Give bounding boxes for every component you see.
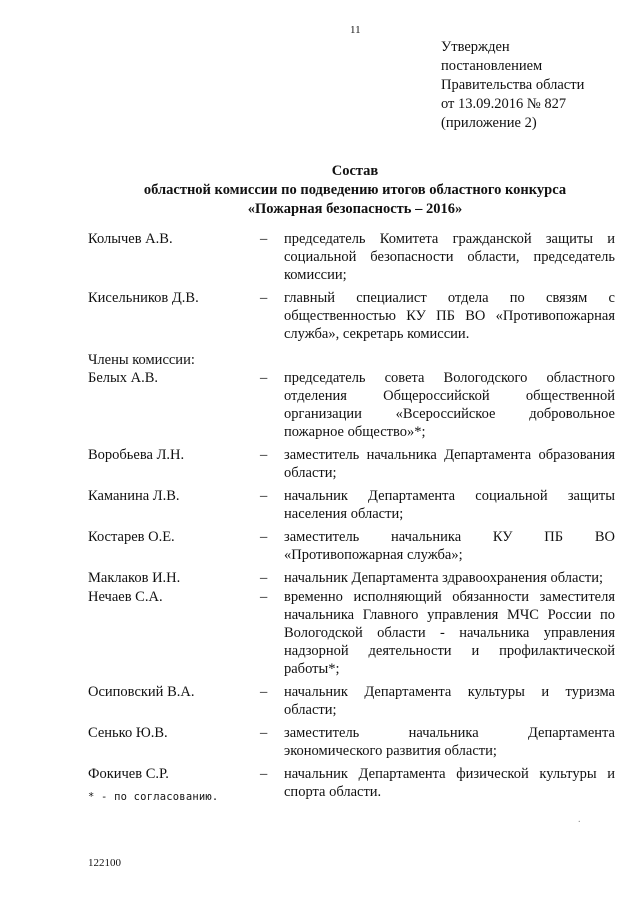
member-role: председатель Комитета гражданской защиты и социальной безопасности области, председатель комиссии; (284, 231, 615, 283)
footnote: * - по согласованию. (88, 791, 219, 803)
list-item (88, 230, 615, 284)
member-role: главный специалист отдела по связям с общественностью КУ ПБ ВО «Противопожарная служба», секретарь комиссии. (284, 290, 615, 342)
member-name: Сенько Ю.В. (88, 725, 168, 741)
page-number: 11 (350, 24, 361, 36)
member-name: Воробьева Л.Н. (88, 447, 185, 463)
member-name: Каманина Л.В. (88, 488, 180, 504)
corner-mark: . (578, 814, 581, 825)
dash: – (260, 529, 268, 545)
dash: – (260, 725, 268, 741)
member-name: Колычев А.В. (88, 231, 173, 247)
dash: – (260, 290, 268, 306)
list-item (88, 588, 615, 678)
list-item (88, 528, 615, 564)
commission-list (88, 230, 615, 806)
member-role: начальник Департамента культуры и туризма области; (284, 684, 615, 718)
dash: – (260, 231, 268, 247)
member-role: заместитель начальника Департамента образования области; (284, 447, 615, 481)
member-name: Костарев О.Е. (88, 529, 175, 545)
approval-line: Правительства области (441, 77, 585, 93)
list-item (88, 487, 615, 523)
title-line: «Пожарная безопасность – 2016» (247, 201, 463, 217)
member-name: Белых А.В. (88, 370, 159, 386)
member-role: председатель совета Вологодского областного отделения Общероссийской общественной организации «Всероссийское добровольное пожарное общество»*; (284, 370, 615, 440)
dash: – (260, 589, 268, 605)
member-role: начальник Департамента здравоохранения области; (284, 570, 604, 586)
member-name: Кисельников Д.В. (88, 290, 199, 306)
title-line: Состав (331, 163, 379, 179)
members-label: Члены комиссии: (88, 352, 195, 368)
document-title (60, 162, 640, 219)
approval-line: постановлением (441, 58, 543, 74)
approval-line: (приложение 2) (441, 115, 537, 131)
title-line: областной комиссии по подведению итогов областного конкурса (143, 182, 567, 198)
approval-line: от 13.09.2016 № 827 (441, 96, 567, 112)
dash: – (260, 447, 268, 463)
approval-stamp (441, 38, 584, 133)
member-name: Маклаков И.Н. (88, 570, 181, 586)
member-role: временно исполняющий обязанности заместителя начальника Главного управления МЧС России по Вологодской области - начальника управления надзорной деятельности и профилактической работы*; (284, 589, 615, 677)
dash: – (260, 684, 268, 700)
member-name: Фокичев С.Р. (88, 766, 169, 782)
member-role: начальник Департамента социальной защиты населения области; (284, 488, 615, 522)
dash: – (260, 570, 268, 586)
list-item (88, 289, 615, 343)
dash: – (260, 488, 268, 504)
approval-line: Утвержден (441, 39, 510, 55)
member-role: заместитель начальника КУ ПБ ВО «Противопожарная служба»; (284, 529, 615, 563)
member-role: заместитель начальника Департамента экономического развития области; (284, 725, 615, 759)
list-item (88, 569, 615, 587)
member-name: Нечаев С.А. (88, 589, 163, 605)
member-name: Осиповский В.А. (88, 684, 195, 700)
list-item (88, 724, 615, 760)
list-item (88, 683, 615, 719)
dash: – (260, 766, 268, 782)
member-role: начальник Департамента физической культуры и спорта области. (284, 766, 615, 800)
list-item (88, 446, 615, 482)
document-code: 122100 (88, 857, 121, 869)
dash: – (260, 370, 268, 386)
list-item (88, 369, 615, 441)
